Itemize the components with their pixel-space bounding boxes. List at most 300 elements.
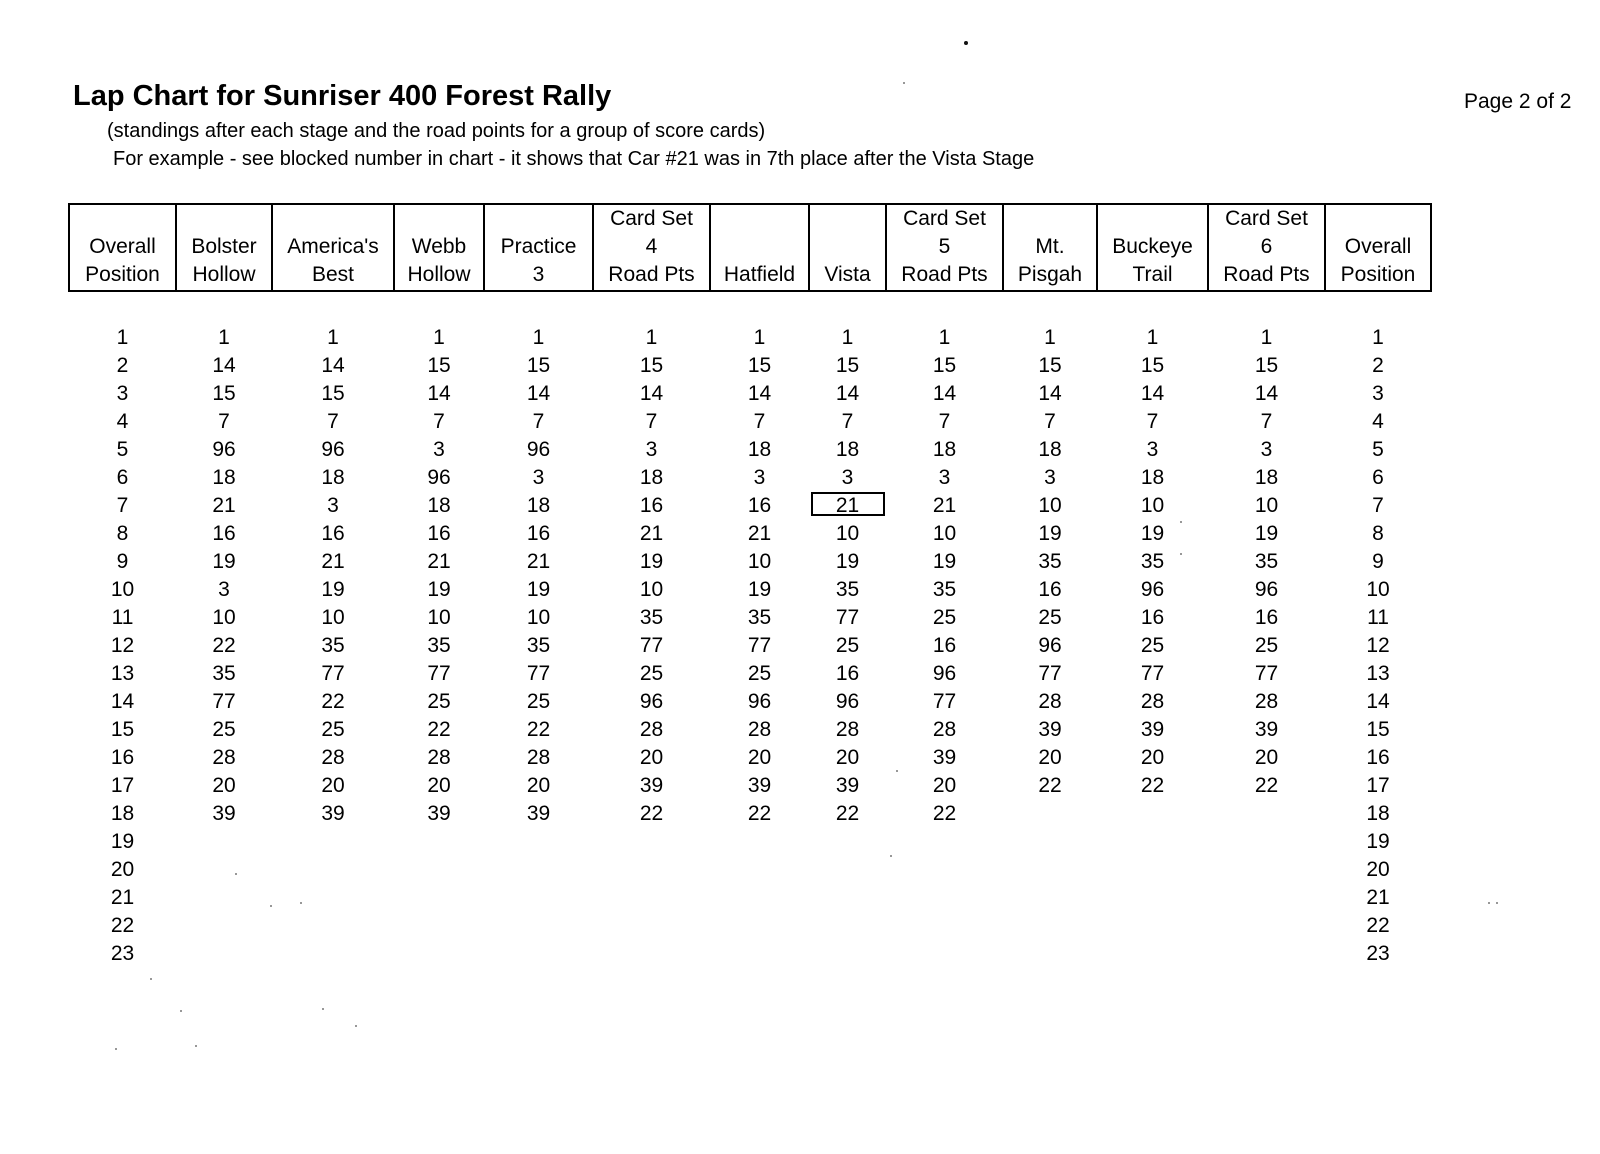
table-cell: 20 [110,858,135,881]
table-cell: 21 [932,494,957,517]
scan-speck [322,1008,324,1010]
table-cell: 4 [1372,410,1384,433]
table-cell: 19 [526,578,551,601]
table-cell: 25 [747,662,772,685]
table-cell [272,828,394,856]
table-cell: 96 [427,466,451,489]
table-cell: 25 [427,690,451,713]
table-cell: 20 [526,774,551,797]
scan-speck [964,41,968,45]
table-cell: 3 [1372,382,1384,405]
table-cell [484,884,593,912]
table-cell: 22 [639,802,664,825]
table-cell: 21 [110,886,135,909]
table-cell: 96 [1038,634,1062,657]
page-title: Lap Chart for Sunriser 400 Forest Rally [73,80,612,112]
table-cell: 10 [1254,494,1279,517]
table-row [69,772,1431,800]
table-cell: 77 [639,634,664,657]
header-row [69,204,1431,291]
table-cell [272,884,394,912]
table-cell: 16 [639,494,664,517]
table-cell: 22 [110,914,135,937]
table-cell [809,828,886,856]
table-row [69,828,1431,856]
scan-speck [180,1010,182,1012]
table-cell [1097,828,1208,856]
scan-speck [903,82,905,84]
scan-speck [300,902,302,904]
table-cell: 10 [427,606,451,629]
table-cell: 96 [1254,578,1279,601]
table-cell: 3 [218,578,230,601]
table-cell: 35 [212,662,236,685]
table-cell: 22 [1254,774,1279,797]
table-row [69,576,1431,604]
table-cell: 19 [835,550,860,573]
table-cell: 17 [110,774,135,797]
table-cell [809,856,886,884]
table-cell: 15 [1038,354,1062,377]
table-cell: 14 [321,354,345,377]
table-cell [484,856,593,884]
scan-speck [1488,902,1490,904]
table-cell: 77 [526,662,551,685]
table-cell: 3 [116,382,129,405]
table-cell: 3 [645,438,658,461]
table-cell [176,940,272,968]
table-cell: 39 [835,774,860,797]
table-cell: 4 [116,410,129,433]
table-cell [710,856,809,884]
table-cell: 19 [1254,522,1279,545]
table-cell: 39 [639,774,664,797]
table-cell [484,912,593,940]
table-cell: 7 [753,410,766,433]
table-cell: 96 [321,438,345,461]
column-header: Vista [809,204,886,291]
column-header: America's Best [272,204,394,291]
table-cell [272,912,394,940]
table-row [69,660,1431,688]
table-cell: 18 [747,438,772,461]
table-row [69,940,1431,968]
table-row [69,464,1431,492]
table-cell: 1 [532,326,545,349]
table-cell [593,828,710,856]
scan-speck [270,905,272,907]
table-cell: 16 [212,522,236,545]
table-cell: 15 [212,382,236,405]
column-header: Overall Position [1325,204,1431,291]
scan-speck [355,1025,357,1027]
table-cell: 9 [116,550,129,573]
table-cell: 15 [639,354,664,377]
table-cell: 96 [526,438,551,461]
table-cell [272,856,394,884]
table-cell [1003,800,1097,828]
table-cell: 25 [835,634,860,657]
table-cell: 1 [327,326,339,349]
table-cell: 3 [938,466,951,489]
table-cell: 18 [427,494,451,517]
table-cell: 14 [639,382,664,405]
table-cell: 7 [1146,410,1159,433]
column-header: Card Set 6 Road Pts [1208,204,1325,291]
table-cell [593,912,710,940]
table-cell [1208,940,1325,968]
table-cell: 22 [932,802,957,825]
table-cell: 20 [835,746,860,769]
table-cell: 3 [1146,438,1159,461]
table-cell: 10 [212,606,236,629]
table-row [69,492,1431,520]
column-header: Card Set 4 Road Pts [593,204,710,291]
table-cell: 7 [327,410,339,433]
table-cell [809,884,886,912]
table-cell: 28 [427,746,451,769]
table-cell: 22 [427,718,451,741]
table-cell: 1 [1044,326,1056,349]
table-cell: 7 [116,494,129,517]
scan-speck [1180,521,1182,523]
table-cell: 35 [526,634,551,657]
table-row [69,436,1431,464]
table-cell [809,940,886,968]
table-cell: 14 [110,690,135,713]
table-cell: 16 [1366,746,1390,769]
header-spacer [69,291,1431,324]
table-cell: 77 [1038,662,1062,685]
table-cell: 25 [212,718,236,741]
table-cell: 96 [932,662,957,685]
table-cell [176,884,272,912]
table-cell: 21 [747,522,772,545]
table-cell: 35 [1038,550,1062,573]
table-cell: 15 [1140,354,1165,377]
table-cell: 16 [526,522,551,545]
table-cell: 22 [321,690,345,713]
table-cell: 19 [1140,522,1165,545]
table-cell: 14 [1366,690,1390,713]
table-cell [1208,800,1325,828]
table-cell: 7 [532,410,545,433]
table-cell: 19 [321,578,345,601]
table-cell [886,856,1003,884]
table-cell: 20 [1254,746,1279,769]
table-cell: 18 [526,494,551,517]
table-cell [1003,912,1097,940]
table-cell: 14 [526,382,551,405]
table-cell: 1 [753,326,766,349]
table-cell: 8 [116,522,129,545]
table-cell: 35 [1140,550,1165,573]
table-cell [593,940,710,968]
table-cell: 20 [1038,746,1062,769]
table-cell: 3 [1044,466,1056,489]
scan-speck [1496,902,1498,904]
table-cell: 10 [747,550,772,573]
table-cell [176,828,272,856]
table-cell: 18 [1140,466,1165,489]
table-cell [710,912,809,940]
table-cell: 16 [835,662,860,685]
table-row [69,520,1431,548]
table-cell: 1 [645,326,658,349]
table-cell: 96 [835,690,860,713]
table-cell: 28 [1038,690,1062,713]
table-cell: 14 [747,382,772,405]
table-cell: 28 [526,746,551,769]
table-cell: 19 [747,578,772,601]
table-cell: 35 [747,606,772,629]
table-cell [176,856,272,884]
scan-speck [890,855,892,857]
table-cell: 20 [427,774,451,797]
table-cell: 96 [747,690,772,713]
table-cell: 77 [212,690,236,713]
table-cell: 7 [841,410,854,433]
table-cell: 16 [1254,606,1279,629]
table-cell: 15 [932,354,957,377]
table-cell: 10 [1366,578,1390,601]
table-cell: 96 [212,438,236,461]
table-cell: 23 [110,942,135,965]
table-cell [886,828,1003,856]
table-cell [1097,940,1208,968]
table-cell: 28 [932,718,957,741]
table-cell: 39 [1140,718,1165,741]
table-cell: 21 [212,494,236,517]
table-cell: 2 [116,354,129,377]
table-cell [710,940,809,968]
table-cell: 18 [110,802,135,825]
table-cell: 21 [639,522,664,545]
table-cell: 6 [116,466,129,489]
table-cell: 1 [433,326,445,349]
table-cell: 39 [932,746,957,769]
table-cell: 1 [841,326,854,349]
table-cell: 25 [526,690,551,713]
table-cell: 7 [1044,410,1056,433]
table-cell: 22 [747,802,772,825]
table-cell: 18 [1038,438,1062,461]
table-row [69,856,1431,884]
table-row [69,912,1431,940]
table-cell: 14 [1140,382,1165,405]
scan-speck [235,873,237,875]
table-cell: 22 [1366,914,1390,937]
table-cell: 20 [639,746,664,769]
column-header: Practice 3 [484,204,593,291]
table-cell: 39 [427,802,451,825]
table-cell [1003,828,1097,856]
table-cell: 1 [1146,326,1159,349]
table-cell: 1 [116,326,129,349]
scan-speck [150,978,152,980]
table-cell: 19 [639,550,664,573]
table-cell: 13 [110,662,135,685]
table-cell: 12 [1366,634,1390,657]
table-cell: 77 [747,634,772,657]
table-cell: 2 [1372,354,1384,377]
table-cell [886,884,1003,912]
table-cell: 22 [835,802,860,825]
table-cell: 1 [1260,326,1273,349]
table-cell: 15 [1366,718,1390,741]
table-cell: 19 [427,578,451,601]
column-header: Card Set 5 Road Pts [886,204,1003,291]
table-cell: 14 [427,382,451,405]
table-cell: 14 [835,382,860,405]
column-header: Mt. Pisgah [1003,204,1097,291]
table-cell: 25 [932,606,957,629]
table-cell [176,912,272,940]
table-cell: 12 [110,634,135,657]
table-cell: 21 [1366,886,1390,909]
table-cell: 10 [1140,494,1165,517]
scan-speck [115,1048,117,1050]
table-cell: 20 [212,774,236,797]
table-cell [394,884,484,912]
table-cell [809,492,886,520]
table-cell: 17 [1366,774,1390,797]
table-cell: 10 [321,606,345,629]
table-cell: 22 [1140,774,1165,797]
table-cell: 25 [1038,606,1062,629]
table-cell: 13 [1366,662,1390,685]
table-cell: 96 [639,690,664,713]
table-cell: 25 [1254,634,1279,657]
table-cell: 16 [427,522,451,545]
table-cell: 15 [427,354,451,377]
table-row [69,548,1431,576]
table-cell: 25 [639,662,664,685]
table-cell: 3 [532,466,545,489]
table-cell: 15 [835,354,860,377]
table-cell: 19 [1366,830,1390,853]
table-cell: 39 [321,802,345,825]
table-cell: 14 [1038,382,1062,405]
table-row [69,352,1431,380]
scan-speck [896,770,898,772]
table-cell: 15 [747,354,772,377]
table-cell: 21 [427,550,451,573]
table-cell: 39 [526,802,551,825]
table-cell: 77 [1140,662,1165,685]
table-cell: 19 [1038,522,1062,545]
table-cell: 28 [1140,690,1165,713]
table-cell [1208,828,1325,856]
table-cell: 16 [1038,578,1062,601]
table-cell: 1 [218,326,230,349]
table-cell: 18 [1254,466,1279,489]
table-cell [394,828,484,856]
table-cell [886,912,1003,940]
table-cell [272,940,394,968]
table-cell: 28 [212,746,236,769]
table-cell: 18 [639,466,664,489]
table-cell: 10 [1038,494,1062,517]
table-cell: 18 [321,466,345,489]
table-cell: 35 [932,578,957,601]
table-cell: 19 [212,550,236,573]
table-cell: 25 [321,718,345,741]
table-cell: 28 [835,718,860,741]
table-cell [1208,884,1325,912]
table-cell: 77 [1254,662,1279,685]
table-cell: 20 [1140,746,1165,769]
table-cell: 10 [526,606,551,629]
table-cell [593,884,710,912]
table-cell: 20 [1366,858,1390,881]
table-row [69,324,1431,352]
column-header: Hatfield [710,204,809,291]
table-cell: 16 [1140,606,1165,629]
table-row [69,800,1431,828]
table-cell: 96 [1140,578,1165,601]
table-cell: 20 [747,746,772,769]
column-header: Buckeye Trail [1097,204,1208,291]
table-cell: 77 [835,606,860,629]
table-cell [1097,912,1208,940]
table-cell: 20 [932,774,957,797]
table-cell: 10 [639,578,664,601]
table-cell: 18 [1366,802,1390,825]
table-cell: 3 [841,466,854,489]
table-cell: 8 [1372,522,1384,545]
table-cell: 16 [321,522,345,545]
table-cell [484,940,593,968]
table-row [69,744,1431,772]
table-cell [886,940,1003,968]
table-cell [394,856,484,884]
table-cell [1208,912,1325,940]
scan-speck [195,1045,197,1047]
table-cell: 10 [835,522,860,545]
table-cell [710,828,809,856]
table-cell: 35 [427,634,451,657]
table-cell: 16 [932,634,957,657]
table-cell [1003,940,1097,968]
table-cell: 3 [327,494,339,517]
table-cell [710,884,809,912]
table-row [69,604,1431,632]
table-cell: 25 [1140,634,1165,657]
table-cell [593,856,710,884]
table-cell: 19 [932,550,957,573]
table-row [69,716,1431,744]
table-cell: 7 [1260,410,1273,433]
table-cell: 35 [639,606,664,629]
table-cell [1003,884,1097,912]
table-cell: 18 [932,438,957,461]
table-cell: 77 [427,662,451,685]
lap-chart-table [68,203,1432,968]
table-cell: 18 [835,438,860,461]
table-cell: 10 [932,522,957,545]
table-cell [1208,856,1325,884]
table-cell: 39 [212,802,236,825]
table-cell: 77 [321,662,345,685]
table-row [69,884,1431,912]
table-cell: 14 [932,382,957,405]
table-cell: 7 [645,410,658,433]
table-cell [809,912,886,940]
table-cell: 7 [218,410,230,433]
table-cell: 16 [747,494,772,517]
table-cell: 1 [1372,326,1384,349]
